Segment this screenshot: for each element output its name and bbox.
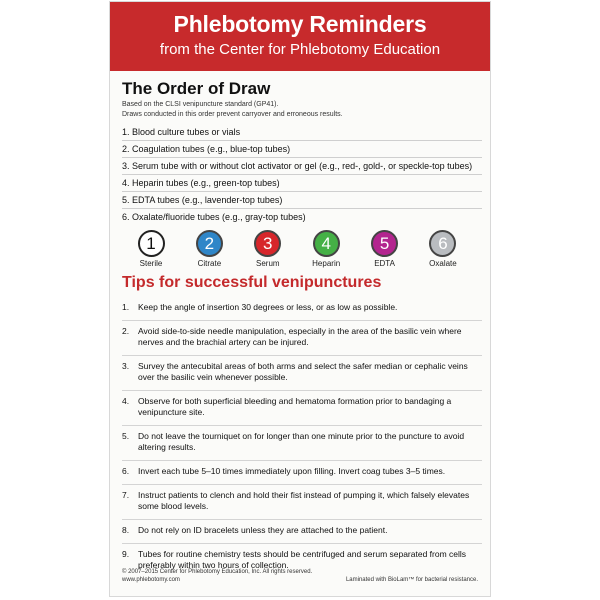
tube-heparin [299,230,353,269]
draw-list-item: 6. Oxalate/fluoride tubes (e.g., gray-top tubes) [122,212,306,222]
order-note-line-2: Draws conducted in this order prevent carryover and erroneous results. [122,111,343,118]
tube-circle-5: 5 [371,230,398,257]
order-note-line-1: Based on the CLSI venipuncture standard (GP41). [122,101,279,108]
draw-list-item: 3. Serum tube with or without clot activator or gel (e.g., red-, gold-, or speckle-top tubes) [122,158,482,175]
tube-circle-6: 6 [429,230,456,257]
tube-sterile [124,230,178,269]
draw-list-item: 5. EDTA tubes (e.g., lavender-top tubes) [122,192,482,209]
tip-text: Tubes for routine chemistry tests should be centrifuged and serum separated from cells preferably within two hours of collection. [138,549,467,570]
tube-color-legend [124,230,470,269]
card-content [110,79,490,578]
copyright-text: © 2007–2015 Center for Phlebotomy Education, Inc. All rights reserved. [122,569,313,575]
tip-text: Observe for both superficial bleeding and hematoma formation prior to bandaging a venipuncture site. [138,396,452,417]
tip-text: Avoid side-to-side needle manipulation, especially in the area of the basilic vein where nerves and the brachial artery can be injured. [138,326,462,347]
tube-label-sterile: Sterile [139,259,163,268]
tip-number: 1. [122,302,130,312]
card-header [110,2,490,71]
tube-circle-4: 4 [313,230,340,257]
tip-number: 5. [122,431,130,441]
tube-serum [241,230,295,269]
tube-edta [358,230,412,269]
draw-list-item: 2. Coagulation tubes (e.g., blue-top tubes) [122,141,482,158]
tube-circle-3: 3 [254,230,281,257]
tip-text: Do not rely on ID bracelets unless they are attached to the patient. [138,525,388,535]
tip-item [122,321,482,356]
tip-number: 9. [122,549,130,559]
tip-text: Instruct patients to clench and hold their fist instead of pumping it, which falsely elevates some blood levels. [138,490,470,511]
tube-label-oxalate: Oxalate [429,259,457,268]
tube-oxalate [416,230,470,269]
tip-item [122,520,482,544]
tips-list [122,297,482,578]
order-of-draw-list [122,124,482,226]
tube-label-edta: EDTA [374,259,395,268]
tube-label-citrate: Citrate [197,259,222,268]
tube-circle-1: 1 [138,230,165,257]
tip-number: 4. [122,396,130,406]
tip-number: 3. [122,361,130,371]
tip-number: 2. [122,326,130,336]
tip-item [122,485,482,520]
draw-list-item: 1. Blood culture tubes or vials [122,124,482,141]
tip-item [122,356,482,391]
tip-item [122,426,482,461]
order-of-draw-heading: The Order of Draw [122,79,271,98]
tip-text: Invert each tube 5–10 times immediately upon filling. Invert coag tubes 3–5 times. [138,466,446,476]
tips-heading: Tips for successful venipunctures [122,274,382,291]
tube-circle-2: 2 [196,230,223,257]
tip-text: Do not leave the tourniquet on for longer than one minute prior to the puncture to avoid altering results. [138,431,465,452]
tip-text: Keep the angle of insertion 30 degrees or less, or as low as possible. [138,302,398,312]
tube-label-serum: Serum [256,259,280,268]
tube-citrate [182,230,236,269]
tip-item [122,461,482,485]
website-text: www.phlebotomy.com [122,577,180,583]
tip-number: 7. [122,490,130,500]
tip-text: Survey the antecubital areas of both arms and select the safer median or cephalic veins over the basilic vein whenever possible. [138,361,468,382]
card-footer [122,568,482,584]
tip-number: 6. [122,466,130,476]
lamination-note: Laminated with BioLam™ for bacterial resistance. [345,577,478,583]
tip-item [122,297,482,321]
card-subtitle: from the Center for Phlebotomy Education [159,41,441,58]
tube-label-heparin: Heparin [312,259,341,268]
draw-list-item: 4. Heparin tubes (e.g., green-top tubes) [122,175,482,192]
reminder-card [109,1,491,597]
card-title: Phlebotomy Reminders [173,11,427,37]
tip-number: 8. [122,525,130,535]
tip-item [122,391,482,426]
